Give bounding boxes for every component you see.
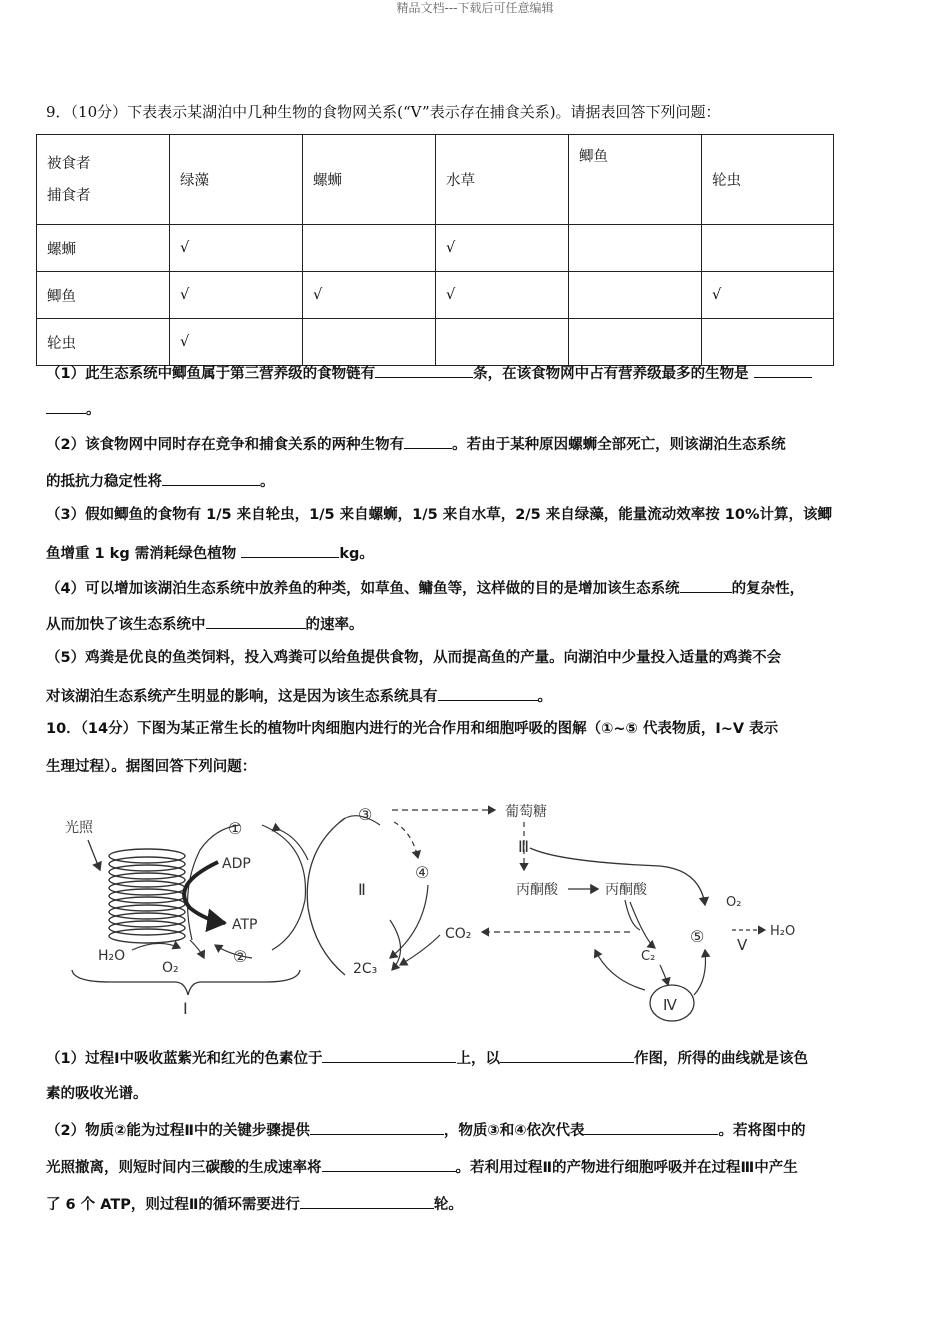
table-row — [37, 319, 834, 366]
answer-blank[interactable] — [162, 470, 260, 486]
q10-stem-line2: 生理过程）。据图回答下列问题： — [46, 759, 257, 775]
q9-part3-line1: （3）假如鲫鱼的食物有 1/5 来自轮虫，1/5 来自螺蛳，1/5 来自水草，2/5 来自绿藻，能量流动效率按 10%计算，该鲫 — [46, 507, 832, 523]
process-4-label: Ⅳ — [663, 996, 677, 1014]
table-cell — [303, 225, 436, 272]
column-header: 螺蛳 — [303, 135, 436, 225]
glucose-label: 葡萄糖 — [505, 804, 547, 820]
q9-part2-line2 — [46, 470, 912, 492]
table-cell: √ — [436, 272, 569, 319]
answer-blank[interactable] — [404, 433, 452, 449]
thylakoid-stack — [109, 849, 185, 943]
table-corner-cell — [37, 135, 170, 225]
process-1-brace — [72, 970, 300, 995]
process-1-label: Ⅰ — [183, 999, 188, 1018]
q9-p2-text-d: 。 — [260, 474, 275, 490]
q9-stem: 9．（10分）下表表示某湖泊中几种生物的食物网关系(“V”表示存在捕食关系)。请据表回答下列问题： — [46, 103, 721, 121]
q9-part5-line1: （5）鸡粪是优良的鱼类饲料，投入鸡粪可以给鱼提供食物，从而提高鱼的产量。向湖泊中少量投入适量的鸡粪不会 — [46, 650, 782, 666]
co2-fixation-arrow — [400, 935, 440, 965]
q9-p5-text-c: 。 — [537, 689, 552, 705]
pyruvate-co2-branch — [625, 900, 640, 930]
q9-p3-text-b: 鱼增重 1 kg 需消耗绿色植物 — [46, 546, 237, 562]
q9-part1-line1 — [46, 362, 912, 384]
photosynthesis-respiration-diagram — [40, 790, 820, 1030]
table-cell — [569, 319, 702, 366]
water-split-arrow — [132, 943, 180, 950]
column-header: 鲫鱼 — [569, 135, 702, 225]
row-header: 鲫鱼 — [37, 272, 170, 319]
cycle-to-5-arrow — [694, 950, 706, 995]
c2-label: C₂ — [641, 949, 656, 964]
q9-p4-text-d: 的速率。 — [305, 617, 364, 633]
q9-p5-text-b: 对该湖泊生态系统产生明显的影响，这是因为该生态系统具有 — [46, 689, 438, 705]
q9-p4-text-b: 的复杂性， — [731, 581, 805, 597]
c3-label: 2C₃ — [353, 961, 378, 977]
answer-blank[interactable] — [584, 1119, 718, 1135]
adp-label: ADP — [222, 856, 251, 872]
corner-prey-label: 被食者 — [47, 155, 91, 172]
q9-p3-text-c: kg。 — [339, 546, 374, 562]
q9-p1-text-c: 。 — [86, 402, 101, 418]
table-cell: √ — [702, 272, 834, 319]
cycle-co2-arrow — [595, 950, 645, 990]
answer-blank[interactable] — [375, 362, 473, 378]
q10-p2-text-b: ，物质③和④依次代表 — [443, 1123, 585, 1139]
table-row — [37, 272, 834, 319]
process-2-label: Ⅱ — [358, 880, 366, 899]
food-web-table — [36, 134, 834, 366]
light-arrow — [88, 840, 100, 870]
row-header: 螺蛳 — [37, 225, 170, 272]
table-cell: √ — [436, 225, 569, 272]
q10-p2-text-e: 。若利用过程Ⅱ的产物进行细胞呼吸并在过程Ⅲ中产生 — [455, 1160, 798, 1176]
answer-blank[interactable] — [322, 1156, 456, 1172]
q9-p2-text-b: 。若由于某种原因螺蛳全部死亡，则该湖泊生态系统 — [452, 437, 786, 453]
process-5-label: Ⅴ — [737, 936, 748, 954]
answer-blank[interactable] — [300, 1193, 434, 1209]
table-cell — [702, 225, 834, 272]
substance-4-to-c3-arrow — [390, 885, 428, 958]
q9-part4-line1 — [46, 577, 912, 599]
table-cell — [702, 319, 834, 366]
answer-blank[interactable] — [754, 362, 812, 378]
pyruvate-mito-label: 丙酮酸 — [605, 882, 647, 898]
table-row — [37, 225, 834, 272]
calvin-left-arc — [307, 818, 345, 975]
q9-part4-line2 — [46, 613, 912, 635]
column-header: 绿藻 — [170, 135, 303, 225]
water-output-label: H₂O — [770, 924, 796, 939]
q10-p2-text-c: 。若将图中的 — [718, 1123, 806, 1139]
answer-blank[interactable] — [322, 1047, 456, 1063]
table-cell — [569, 225, 702, 272]
right-energy-arc — [262, 825, 305, 950]
q9-p1-text-a: （1）此生态系统中鲫鱼属于第三营养级的食物链有 — [46, 366, 376, 382]
q10-p2-text-d: 光照撤离，则短时间内三碳酸的生成速率将 — [46, 1160, 322, 1176]
answer-blank[interactable] — [241, 542, 339, 558]
calvin-c3-arrow — [390, 920, 401, 970]
q10-p2-text-g: 轮。 — [433, 1197, 463, 1213]
atp-return-arrow — [280, 830, 308, 860]
page-header: 精品文档---下载后可任意编辑 — [396, 1, 554, 15]
q10-part2-line3 — [46, 1193, 912, 1215]
table-cell: √ — [170, 319, 303, 366]
table-cell — [303, 319, 436, 366]
answer-blank[interactable] — [500, 1047, 634, 1063]
c2-to-cycle-arrow — [660, 965, 668, 985]
substance-2-label: ② — [233, 947, 248, 966]
q9-part1-line2 — [46, 398, 912, 420]
adp-to-atp-arrow — [184, 862, 225, 923]
process-3-label: Ⅲ — [518, 837, 530, 856]
oxygen-output-label: O₂ — [162, 960, 179, 976]
answer-blank[interactable] — [680, 577, 732, 593]
q10-part1-line1 — [46, 1047, 912, 1069]
q10-part2-line1 — [46, 1119, 912, 1141]
substance-5-label: ⑤ — [690, 927, 705, 946]
atp-label: ATP — [232, 917, 258, 933]
corner-predator-label: 捕食者 — [47, 187, 91, 204]
table-cell — [436, 319, 569, 366]
q9-part3-line2 — [46, 542, 912, 564]
table-cell: √ — [170, 225, 303, 272]
table-cell: √ — [303, 272, 436, 319]
q9-part2-line1 — [46, 433, 912, 455]
substance-3-to-4-arrow — [394, 822, 418, 858]
pyruvate-cytosol-label: 丙酮酸 — [516, 882, 558, 898]
column-header: 水草 — [436, 135, 569, 225]
q9-part5-line2 — [46, 685, 912, 707]
q9-p1-text-b: 条，在该食物网中占有营养级最多的生物是 — [473, 366, 749, 382]
light-label: 光照 — [65, 820, 93, 836]
q10-p2-text-f: 了 6 个 ATP，则过程Ⅱ的循环需要进行 — [46, 1197, 300, 1213]
oxygen-input-label: O₂ — [726, 895, 742, 910]
row-header: 轮虫 — [37, 319, 170, 366]
substance-4-label: ④ — [415, 863, 430, 882]
water-input-label: H₂O — [98, 948, 126, 964]
q10-p1-text-c: 作图，所得的曲线就是该色 — [633, 1051, 808, 1067]
q9-p4-text-c: 从而加快了该生态系统中 — [46, 617, 206, 633]
q10-p1-text-a: （1）过程Ⅰ中吸收蓝紫光和红光的色素位于 — [46, 1051, 323, 1067]
q10-part2-line2 — [46, 1156, 912, 1178]
oxygen-arrow — [190, 940, 204, 958]
substance-1-label: ① — [228, 819, 243, 838]
q10-part1-line2: 素的吸收光谱。 — [46, 1086, 148, 1102]
answer-blank[interactable] — [46, 398, 86, 414]
substance-3-label: ③ — [358, 805, 373, 824]
q10-stem-line1: 10．（14分）下图为某正常生长的植物叶肉细胞内进行的光合作用和细胞呼吸的图解（①~⑤ 代表物质，Ⅰ~V 表示 — [46, 721, 779, 737]
q9-p4-text-a: （4）可以增加该湖泊生态系统中放养鱼的种类，如草鱼、鳙鱼等，这样做的目的是增加该生态系统 — [46, 581, 680, 597]
table-cell — [569, 272, 702, 319]
answer-blank[interactable] — [438, 685, 538, 701]
column-header: 轮虫 — [702, 135, 834, 225]
co2-label: CO₂ — [445, 926, 472, 942]
q9-p2-text-c: 的抵抗力稳定性将 — [46, 474, 162, 490]
q9-p2-text-a: （2）该食物网中同时存在竞争和捕食关系的两种生物有 — [46, 437, 405, 453]
answer-blank[interactable] — [310, 1119, 444, 1135]
q10-p2-text-a: （2）物质②能为过程Ⅱ中的关键步骤提供 — [46, 1123, 310, 1139]
table-cell: √ — [170, 272, 303, 319]
answer-blank[interactable] — [206, 613, 306, 629]
q10-p1-text-b: 上，以 — [456, 1051, 500, 1067]
